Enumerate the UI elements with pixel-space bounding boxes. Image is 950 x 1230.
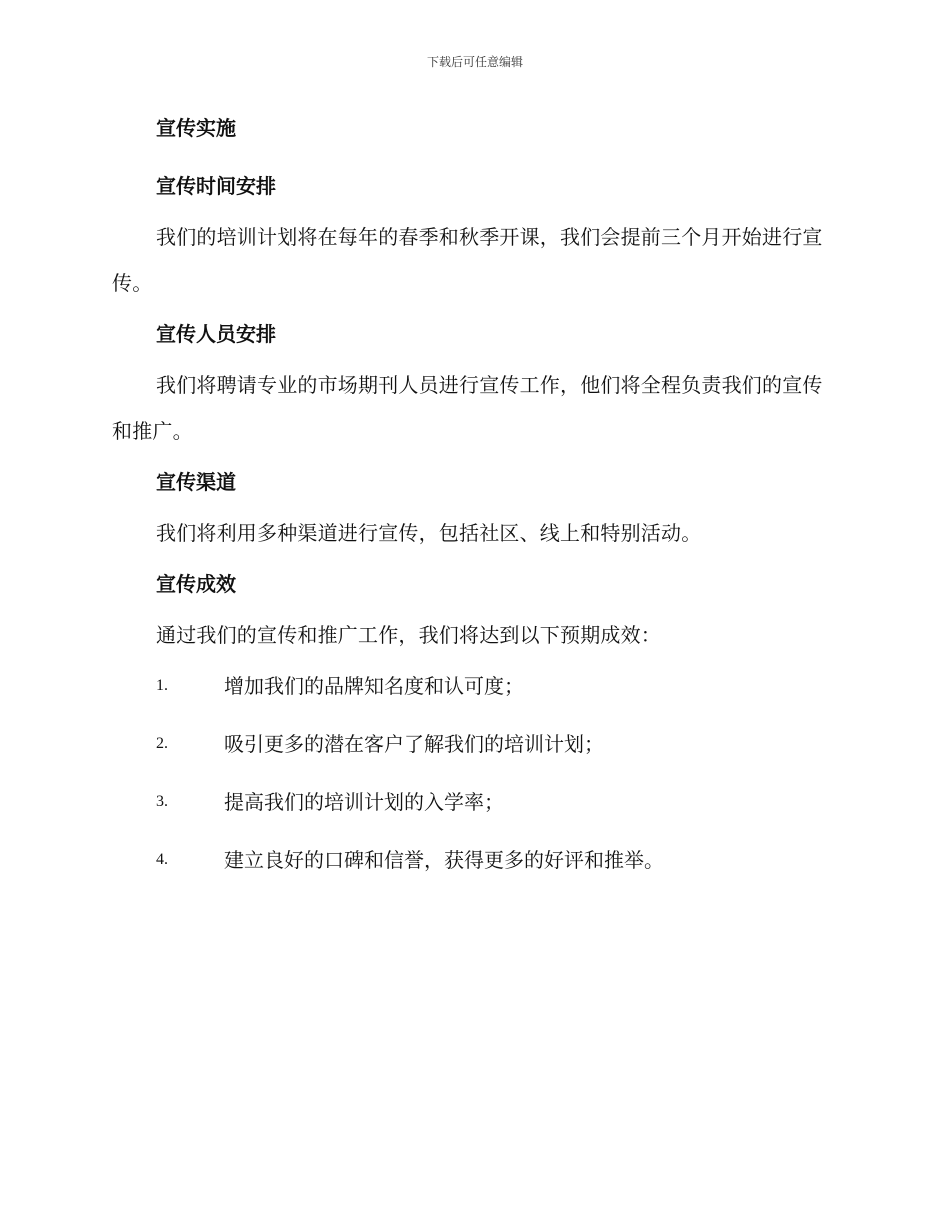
paragraph-results: 通过我们的宣传和推广工作，我们将达到以下预期成效： xyxy=(156,623,661,647)
list-text: 增加我们的品牌知名度和认可度； xyxy=(224,674,524,698)
spacer xyxy=(112,306,830,318)
list-text: 建立良好的口碑和信誉，获得更多的好评和推举。 xyxy=(224,848,664,872)
document-body xyxy=(112,112,830,876)
spacer xyxy=(112,702,830,728)
list-number: 2. xyxy=(156,735,168,752)
page-header-note: 下载后可任意编辑 xyxy=(426,55,523,69)
spacer xyxy=(112,600,830,612)
list-number: 1. xyxy=(156,677,168,694)
list-number: 3. xyxy=(156,793,168,810)
spacer xyxy=(112,760,830,786)
paragraph-staff: 我们将聘请专业的市场期刊人员进行宣传工作，他们将全程负责我们的宣传和推广。 xyxy=(112,373,823,443)
paragraph-schedule: 我们的培训计划将在每年的春季和秋季开课，我们会提前三个月开始进行宣传。 xyxy=(112,225,823,295)
list-item xyxy=(112,728,830,760)
spacer xyxy=(112,144,830,170)
spacer xyxy=(112,818,830,844)
spacer xyxy=(112,498,830,510)
list-text: 吸引更多的潜在客户了解我们的培训计划； xyxy=(224,732,604,756)
list-item xyxy=(112,670,830,702)
section-heading-channels: 宣传渠道 xyxy=(156,470,236,494)
list-number: 4. xyxy=(156,851,168,868)
list-item xyxy=(112,786,830,818)
spacer xyxy=(112,658,830,670)
section-heading-schedule: 宣传时间安排 xyxy=(156,174,276,198)
list-text: 提高我们的培训计划的入学率； xyxy=(224,790,504,814)
paragraph-channels: 我们将利用多种渠道进行宣传，包括社区、线上和特别活动。 xyxy=(156,521,702,545)
spacer xyxy=(112,202,830,214)
spacer xyxy=(112,454,830,466)
section-heading-results: 宣传成效 xyxy=(156,572,236,596)
spacer xyxy=(112,350,830,362)
list-item xyxy=(112,844,830,876)
section-heading-staff: 宣传人员安排 xyxy=(156,322,276,346)
spacer xyxy=(112,556,830,568)
section-heading-implementation: 宣传实施 xyxy=(156,116,236,140)
